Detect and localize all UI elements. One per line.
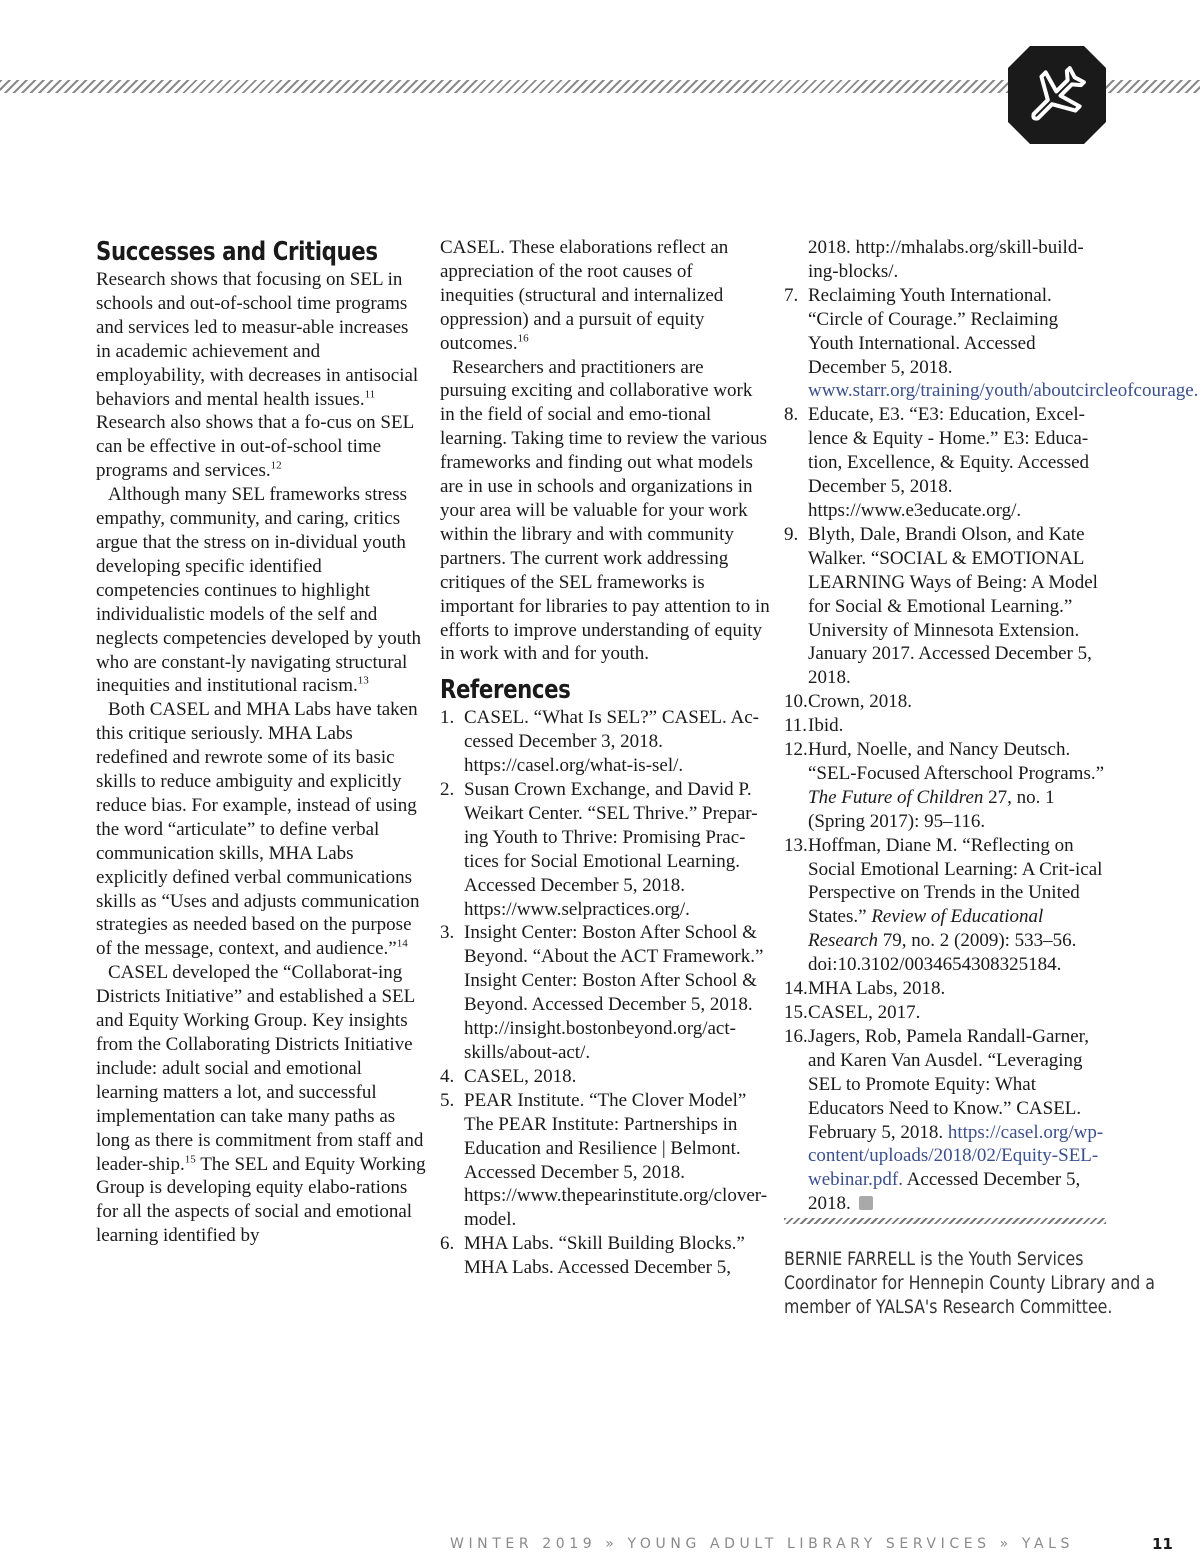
section-heading-references: References <box>440 675 571 706</box>
list-item: 16. Jagers, Rob, Pamela Randall-Garner, and Karen Van Ausdel. “Leveraging SEL to Promote Equity: What Educators Need to Know.” CASEL. February 5, 2018. https://casel.org/wp-content/uploads/2018/02/Equity-SEL-webinar.pdf. Accessed December 5, 2018. <box>784 1025 1104 1215</box>
list-item: 1. CASEL. “What Is SEL?” CASEL. Ac-cessed December 3, 2018. https://casel.org/what-is-sel/. <box>440 707 759 777</box>
bio-hatch-rule <box>784 1218 1106 1224</box>
list-item: 2. Susan Crown Exchange, and David P. Weikart Center. “SEL Thrive.” Prepar-ing Youth to Thrive: Promising Prac-tices for Social Emotional Learning. Accessed December 5, 2018. https://www.selpractices.org/. <box>440 779 758 920</box>
bio-line: BERNIE FARRELL is the Youth Services <box>784 1248 1084 1270</box>
airplane-icon <box>1008 46 1106 144</box>
list-item: 10. Crown, 2018. <box>784 691 912 713</box>
paragraph: Researchers and practitioners are pursuing exciting and collaborative work in the field of social and emo-tional learning. Taking time to review the various frameworks and finding out what models are in use in schools and organizations in your area will be valuable for your work within the library and with community partners. The current work addressing critiques of the SEL frameworks is important for libraries to pay attention to in efforts to improve understanding of equity in work with and for youth. <box>440 356 770 665</box>
column-1 <box>96 236 426 1248</box>
page-number: 11 <box>1152 1535 1173 1553</box>
author-bio <box>784 1247 1155 1319</box>
paragraph: Although many SEL frameworks stress empathy, community, and caring, critics argue that the stress on in-dividual youth developing specific identified competencies continues to highlight individualistic models of the self and neglects competencies developed by youth who are constant-ly navigating structural inequities and institutional racism.$^{13}$ <box>96 484 422 697</box>
bio-line: Coordinator for Hennepin County Library and a <box>784 1272 1155 1294</box>
reference-link[interactable]: www.starr.org/training/youth/aboutcircleofcourage. <box>808 380 1199 402</box>
running-footer: WINTER 2019 » YOUNG ADULT LIBRARY SERVICES » YALS <box>450 1536 1075 1552</box>
list-item: 12. Hurd, Noelle, and Nancy Deutsch. “SEL-Focused Afterschool Programs.” The Future of Children 27, no. 1 (Spring 2017): 95–116. <box>784 739 1105 832</box>
top-hatch-rule-right <box>1104 80 1200 93</box>
section-heading-successes: Successes and Critiques <box>96 237 378 267</box>
list-item: 3. Insight Center: Boston After School & Beyond. “About the ACT Framework.” Insight Center: Boston After School & Beyond. Accessed December 5, 2018. http://insight.bostonbeyond.org/act-skills/about-act/. <box>440 922 764 1063</box>
list-item: 5. PEAR Institute. “The Clover Model” The PEAR Institute: Partnerships in Education and Resilience | Belmont. Accessed December 5, 2018. https://www.thepearinstitute.org/clover-model. <box>440 1089 768 1231</box>
paragraph: Both CASEL and MHA Labs have taken this critique seriously. MHA Labs redefined and rewrote some of its basic skills to reduce ambiguity and explicitly reduce bias. For example, instead of using the word “articulate” to define verbal communication skills, MHA Labs explicitly defined verbal communications skills as “Uses and adjusts communication strategies as needed based on the purpose of the message, context, and audience.”$^{14}$ <box>96 699 420 960</box>
column-3 <box>784 236 1199 1216</box>
list-item: 6. MHA Labs. “Skill Building Blocks.” MHA Labs. Accessed December 5, <box>440 1233 745 1279</box>
bio-line: member of YALSA's Research Committee. <box>784 1296 1113 1318</box>
list-item: 11. Ibid. <box>784 715 844 737</box>
list-item: 8. Educate, E3. “E3: Education, Excel-lence & Equity - Home.” E3: Educa-tion, Excellence, & Equity. Accessed December 5, 2018. https://www.e3educate.org/. <box>784 404 1090 521</box>
paragraph: CASEL. These elaborations reflect an appreciation of the root causes of inequities (structural and internalized oppression) and a pursuit of equity outcomes.$^{16}$ <box>440 237 729 354</box>
list-item: 4. CASEL, 2018. <box>440 1065 577 1087</box>
list-item: 9. Blyth, Dale, Brandi Olson, and Kate Walker. “SOCIAL & EMOTIONAL LEARNING Ways of Being: A Model for Social & Emotional Learning.” University of Minnesota Extension. January 2017. Accessed December 5, 2018. <box>784 523 1098 689</box>
list-item: 15. CASEL, 2017. <box>784 1002 921 1023</box>
paragraph: CASEL developed the “Collaborat-ing Districts Initiative” and established a SEL and Equity Working Group. Key insights from the Collaborating Districts Initiative include: adult social and emotional learning matters a lot, and successful implementation can take many paths as long as there is commitment from staff and leader-ship.$^{15}$ The SEL and Equity Working Group is developing equity elabo-rations for all the aspects of social and emotional learning identified by <box>96 962 426 1247</box>
top-hatch-rule <box>0 80 1010 93</box>
references-list-continued <box>784 236 1199 1216</box>
list-item: 13. Hoffman, Diane M. “Reflecting on Social Emotional Learning: A Crit-ical Perspective on Trends in the United States.” Review of Educational Research 79, no. 2 (2009): 533–56. doi:10.3102/0034654308325184. <box>784 834 1103 976</box>
column-2 <box>440 236 770 1280</box>
reference-link[interactable]: https://casel.org/wp-content/uploads/2018/02/Equity-SEL-webinar.pdf. <box>808 1121 1104 1191</box>
list-item: 2018. http://mhalabs.org/skill-build-ing-blocks/. <box>808 237 1084 282</box>
list-item: 14. MHA Labs, 2018. <box>784 978 946 1000</box>
paragraph: Research shows that focusing on SEL in schools and out-of-school time programs and services led to measur-able increases in academic achievement and employability, with decreases in antisocial behaviors and mental health issues.$^{11}$ Research also shows that a fo-cus on SEL can be effective in out-of-school time programs and services.$^{12}$ <box>96 269 419 482</box>
list-item: 7. Reclaiming Youth International. “Circle of Courage.” Reclaiming Youth International. Accessed December 5, 2018. www.starr.org/training/youth/aboutcircleofcourage. <box>784 284 1199 402</box>
end-square-icon <box>859 1196 873 1210</box>
references-list <box>440 706 770 1280</box>
